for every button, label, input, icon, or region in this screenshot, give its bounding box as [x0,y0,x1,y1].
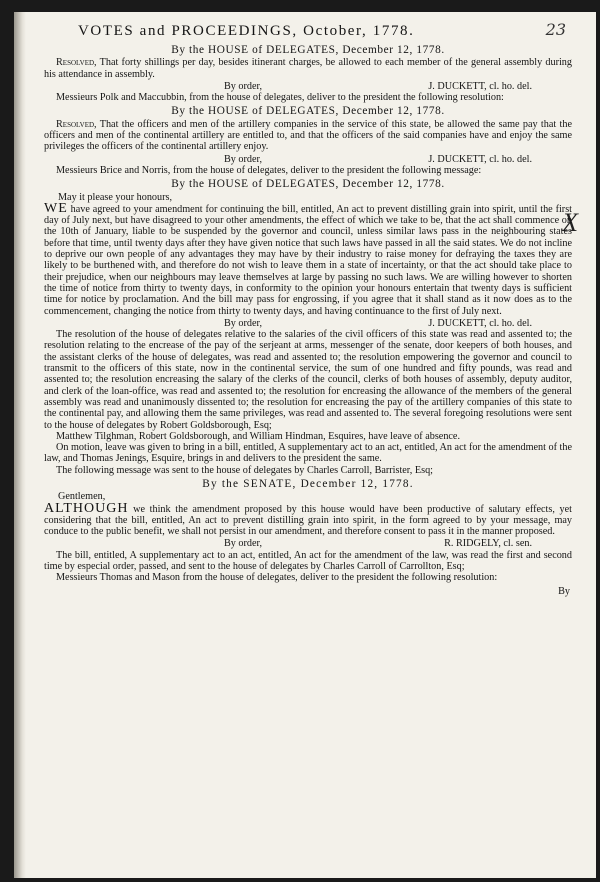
order-signer: J. DUCKETT, cl. ho. del. [428,317,532,329]
message-intro: The following message was sent to the house of delegates by Charles Carroll, Barrister, Esq; [56,464,434,476]
section-heading: By the HOUSE of DELEGATES, December 12, 1778. [171,105,445,118]
message-paragraph [44,200,572,317]
document-page [14,12,596,878]
order-line [44,318,572,329]
transmittal-paragraph: Messieurs Brice and Norris, from the house of delegates, deliver to the president the following message: [56,164,482,176]
message-text: have agreed to your amendment for continuing the bill, entitled, An act to prevent distilling grain into spirit, until the first day of July next, but have disagreed to your other amendments, the effect of which we take to be, that the act shall commence on the 10th of January, liable to be suspended by the governor and council, unless similar laws pass in the neighbouring states before that time, until twenty days after they have given notice that such laws have passed in all the said states. We do not incline to deprive our own people of any advantages they may have by their industry to raise money for defraying the taxes they are likely to be burthened with, and therefore do not wish to leave them in a state of incertainty, or that the act should take place to their prejudice, when our neighbours may leave themselves at large by passing no such laws. We are willing however to shorten the time of notice from thirty to twenty days, in conformity to the opinion your honours entertain that twenty days is sufficient time for notice by proclamation. And the bill may pass for engrossing, if you agree that it shall stand as it now does as to the commencement, changing the notice from thirty to twenty days, and having continuance to the first of July next. [44,203,572,317]
resolved-lead: Resolved, [56,118,97,130]
order-signer: R. RIDGELY, cl. sen. [444,538,532,550]
final-paragraph: Messieurs Thomas and Mason from the house of delegates, deliver to the president the following resolution: [56,572,498,584]
message-initial-word: WE [44,200,68,216]
order-by: By order, [224,153,263,165]
running-header [44,18,572,42]
order-line [44,154,572,165]
order-line [44,81,572,92]
bill-paragraph: The bill, entitled, A supplementary act to an act, entitled, An act for the amendment of the law, was read the first and second time by especial order, passed, and sent to the house of delegates by Charles Carroll of Carrollton, Esq; [44,549,572,573]
section-heading: By the HOUSE of DELEGATES, December 12, 1778. [171,44,445,56]
leave-paragraph: Matthew Tilghman, Robert Goldsborough, and William Hindman, Esquires, have leave of absence. [56,430,460,442]
message-paragraph [44,500,572,538]
resolution-paragraph [44,57,572,80]
resolution-paragraph [44,119,572,153]
resolution-text: That forty shillings per day, besides itinerant charges, be allowed to each member of the general assembly during his attendance in assembly. [44,57,572,80]
order-by: By order, [224,317,263,329]
running-title: VOTES and PROCEEDINGS, October, 1778. [78,23,415,39]
section-heading: By the SENATE, December 12, 1778. [202,477,414,490]
resolved-lead: Resolved, [56,57,97,69]
order-line [44,538,572,549]
motion-paragraph: On motion, leave was given to bring in a bill, entitled, A supplementary act to an act, entitled, An act for the amendment of the law, and Thomas Jenings, Esquire, brings in and delivers to the president the same. [44,442,572,465]
salutation: May it please your honours, [58,191,173,203]
section-heading: By the HOUSE of DELEGATES, December 12, 1778. [171,178,445,191]
margin-mark: X [562,208,578,237]
order-by: By order, [224,80,263,92]
order-signer: J. DUCKETT, cl. ho. del. [428,80,532,92]
salutation: Gentlemen, [58,491,106,503]
page-text-block [44,18,572,597]
message-initial-word: ALTHOUGH [44,500,129,516]
message-text: we think the amendment proposed by this house would have been productive of salutary effects, yet considering that the bill, entitled, An act to prevent distilling grain into spirit, in the form agreed to by your message, may conduce to the public benefit, we shall not persist in our amendment, and therefore consent to pass it in the manner proposed. [44,503,572,538]
resolution-text: That the officers and men of the artillery companies in the service of this state, be allowed the same pay that the officers and men of the continental artillery are entitled to, and that the officers of the said companies have and enjoy the same privileges the officers of the continental artillery enjoy. [44,118,572,153]
page-gutter-shadow [14,12,26,878]
order-signer: J. DUCKETT, cl. ho. del. [428,153,532,165]
catchword: By [558,585,570,597]
page-number: 23 [545,20,566,39]
resolutions-paragraph: The resolution of the house of delegates relative to the salaries of the civil officers of this state was read and assented to; the resolution relating to the encrease of the pay of the serjeant at arms, messenger of the senate, door keepers of both houses, and the assistant clerks of the house of delegates, was read and assented to; the resolution empowering the governor and council to transmit to the officers of this state, now in the continental service, the sum of one hundred and fifty pounds, was read and assented to; the resolution encreasing the salary of the clerks of the council, clerks of both houses of assembly, deputy auditor, and clerk of the loan-office, was read and assented to; the resolution for encreasing the allowance of the members of the general assembly was read and unanimously dissented to; the resolution for encreasing the pay of the artillery companies of this state to the continental pay, and allowing them the same privileges, was read and assented to. The several foregoing resolutions were sent to the house of delegates by Robert Goldsborough, Esq; [44,329,572,431]
order-by: By order, [224,538,263,550]
transmittal-paragraph: Messieurs Polk and Maccubbin, from the house of delegates, deliver to the president the following resolution: [56,92,504,104]
